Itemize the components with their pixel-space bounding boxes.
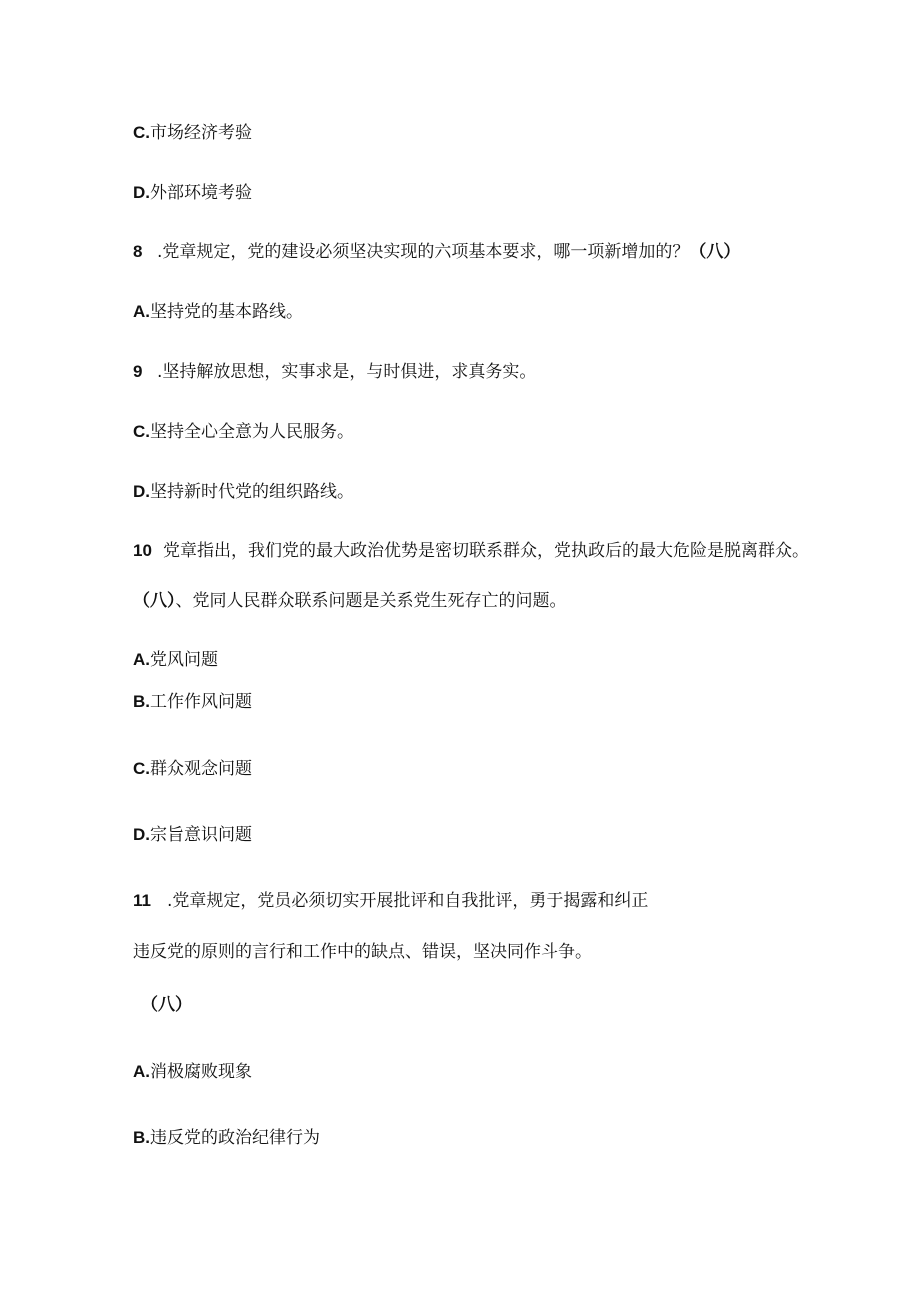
option-a-line [133,301,303,323]
question-text: 党章指出，我们党的最大政治优势是密切联系群众，党执政后的最大危险是脱离群众。 [163,541,809,561]
option-a-line [133,1061,252,1083]
option-text: 消极腐败现象 [150,1062,252,1082]
option-c-line [133,421,354,443]
question-9 [133,361,536,383]
question-number: 10 [133,541,152,560]
option-text: 工作作风问题 [150,692,252,712]
option-text: 外部环境考验 [150,183,252,203]
option-text: 坚持全心全意为人民服务。 [150,422,354,442]
option-label: A. [133,1062,150,1081]
question-8 [133,241,740,263]
question-10-continued [133,590,567,612]
option-d-line [133,481,354,503]
question-number: 11 [133,891,151,910]
question-number: 8 [133,242,143,261]
option-label: D. [133,482,150,501]
option-label: A. [133,650,150,669]
answer-bracket: （八） [133,591,176,611]
question-text: .坚持解放思想，实事求是，与时俱进，求真务实。 [157,362,537,382]
question-number: 9 [133,362,143,381]
option-label: C. [133,759,150,778]
option-text: 违反党的政治纪律行为 [150,1128,320,1148]
option-label: C. [133,422,150,441]
option-d-line [133,824,252,846]
option-d-line [133,182,252,204]
option-text: 宗旨意识问题 [150,825,252,845]
option-text: 市场经济考验 [150,123,252,143]
option-c-line [133,758,252,780]
question-text: .党章规定，党的建设必须坚决实现的六项基本要求，哪一项新增加的？ [157,242,690,262]
question-11 [133,890,648,912]
option-label: C. [133,123,150,142]
option-c-line [133,122,252,144]
question-text: 、党同人民群众联系问题是关系党生死存亡的问题。 [175,591,567,611]
option-b-line [133,1127,320,1149]
answer-bracket: （八） [141,995,192,1015]
option-b-line [133,691,252,713]
option-text: 坚持新时代党的组织路线。 [150,482,354,502]
answer-bracket: （八） [689,242,741,262]
question-text: .党章规定，党员必须切实开展批评和自我批评，勇于揭露和纠正 [167,891,649,911]
answer-line [141,994,192,1016]
option-text: 群众观念问题 [150,759,252,779]
option-label: D. [133,825,150,844]
question-text: 违反党的原则的言行和工作中的缺点、错误，坚决同作斗争。 [133,942,592,962]
option-label: B. [133,1128,150,1147]
option-label: A. [133,302,150,321]
question-11-continued [133,941,592,963]
question-10 [133,540,809,562]
option-a-line [133,649,218,671]
option-text: 党风问题 [150,650,218,670]
option-text: 坚持党的基本路线。 [150,302,303,322]
option-label: D. [133,183,150,202]
option-label: B. [133,692,150,711]
